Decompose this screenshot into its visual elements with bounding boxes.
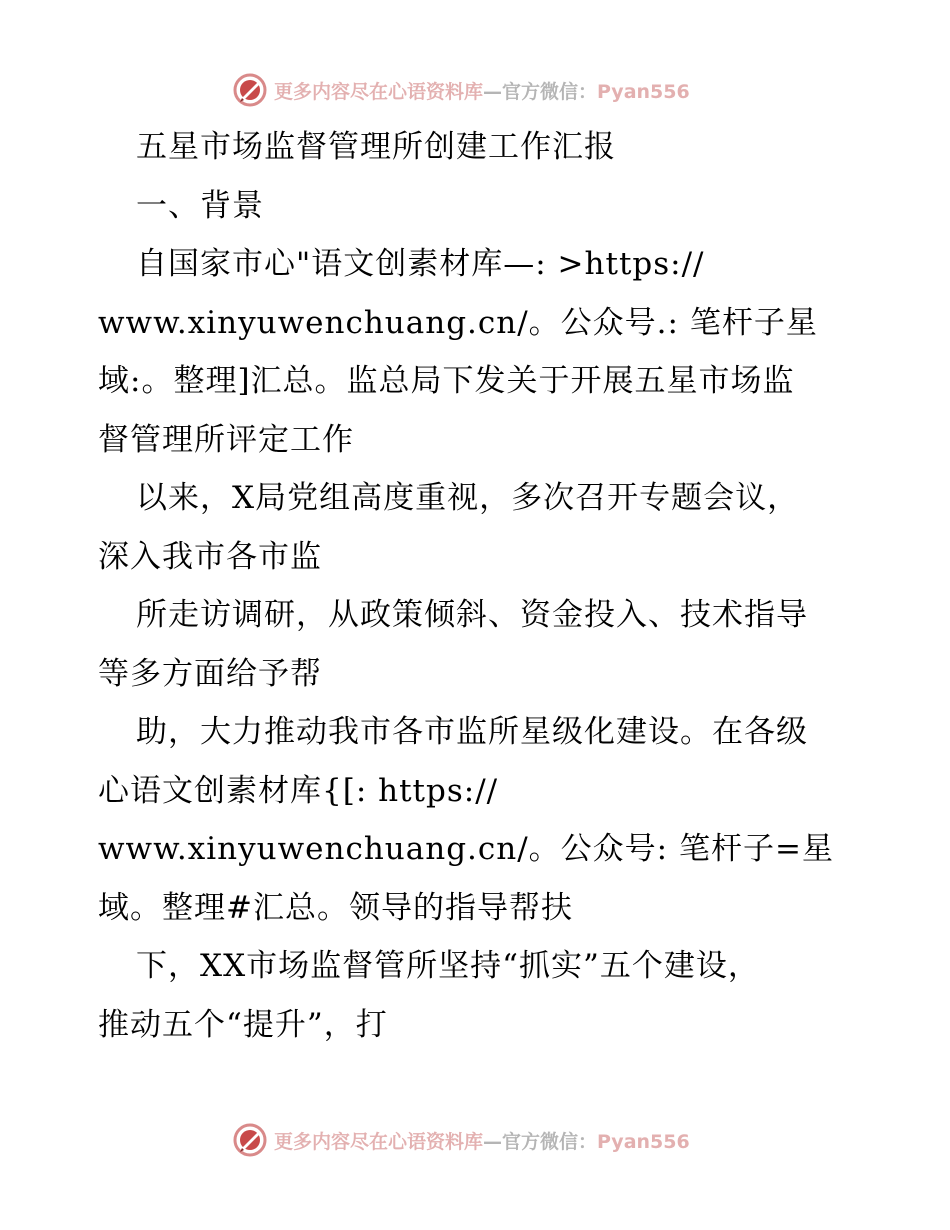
- banner-main-text: 更多内容尽在心语资料库: [274, 1130, 484, 1153]
- banner-main-text: 更多内容尽在心语资料库: [274, 80, 484, 103]
- paragraph-line: 下，XX市场监督管所坚持“抓实”五个建设，: [136, 948, 760, 984]
- header-watermark-banner: [232, 70, 712, 110]
- paragraph-line: 域。整理#汇总。领导的指导帮扶: [98, 889, 573, 926]
- paragraph-line: www.xinyuwenchuang.cn/。公众号.: 笔杆子星: [98, 304, 818, 341]
- paragraph-line: 自国家市心"语文创素材库—: >https://: [136, 246, 705, 282]
- banner-dash: —: [483, 80, 503, 103]
- paragraph-line: 助，大力推动我市各市监所星级化建设。在各级: [136, 714, 808, 750]
- paragraph-line: www.xinyuwenchuang.cn/。公众号: 笔杆子=星: [98, 831, 834, 867]
- footer-watermark-banner: [232, 1120, 712, 1160]
- pen-logo-icon: [232, 1122, 268, 1158]
- banner-contact-id: Pyan556: [597, 1130, 690, 1153]
- paragraph-line: 心语文创素材库{[: https://: [98, 772, 499, 809]
- section-heading: 一、背景: [136, 187, 264, 224]
- banner-contact-label: 官方微信：: [502, 80, 598, 103]
- document-body: [98, 118, 858, 1054]
- banner-text: [274, 1127, 690, 1154]
- paragraph-line: 域:。整理]汇总。监总局下发关于开展五星市场监: [98, 363, 795, 399]
- paragraph-line: 以来，X局党组高度重视，多次召开专题会议，: [136, 480, 800, 516]
- banner-dash: —: [483, 1130, 503, 1153]
- banner-text: [274, 77, 690, 104]
- paragraph-line: 深入我市各市监: [98, 538, 322, 575]
- banner-contact-label: 官方微信：: [502, 1130, 598, 1153]
- document-title: 五星市场监督管理所创建工作汇报: [136, 129, 616, 165]
- paragraph-line: 督管理所评定工作: [98, 421, 354, 458]
- paragraph-line: 推动五个“提升”，打: [98, 1006, 388, 1043]
- paragraph-line: 等多方面给予帮: [98, 655, 322, 692]
- pen-logo-icon: [232, 72, 268, 108]
- banner-contact-id: Pyan556: [597, 80, 690, 103]
- paragraph-line: 所走访调研，从政策倾斜、资金投入、技术指导: [136, 597, 808, 633]
